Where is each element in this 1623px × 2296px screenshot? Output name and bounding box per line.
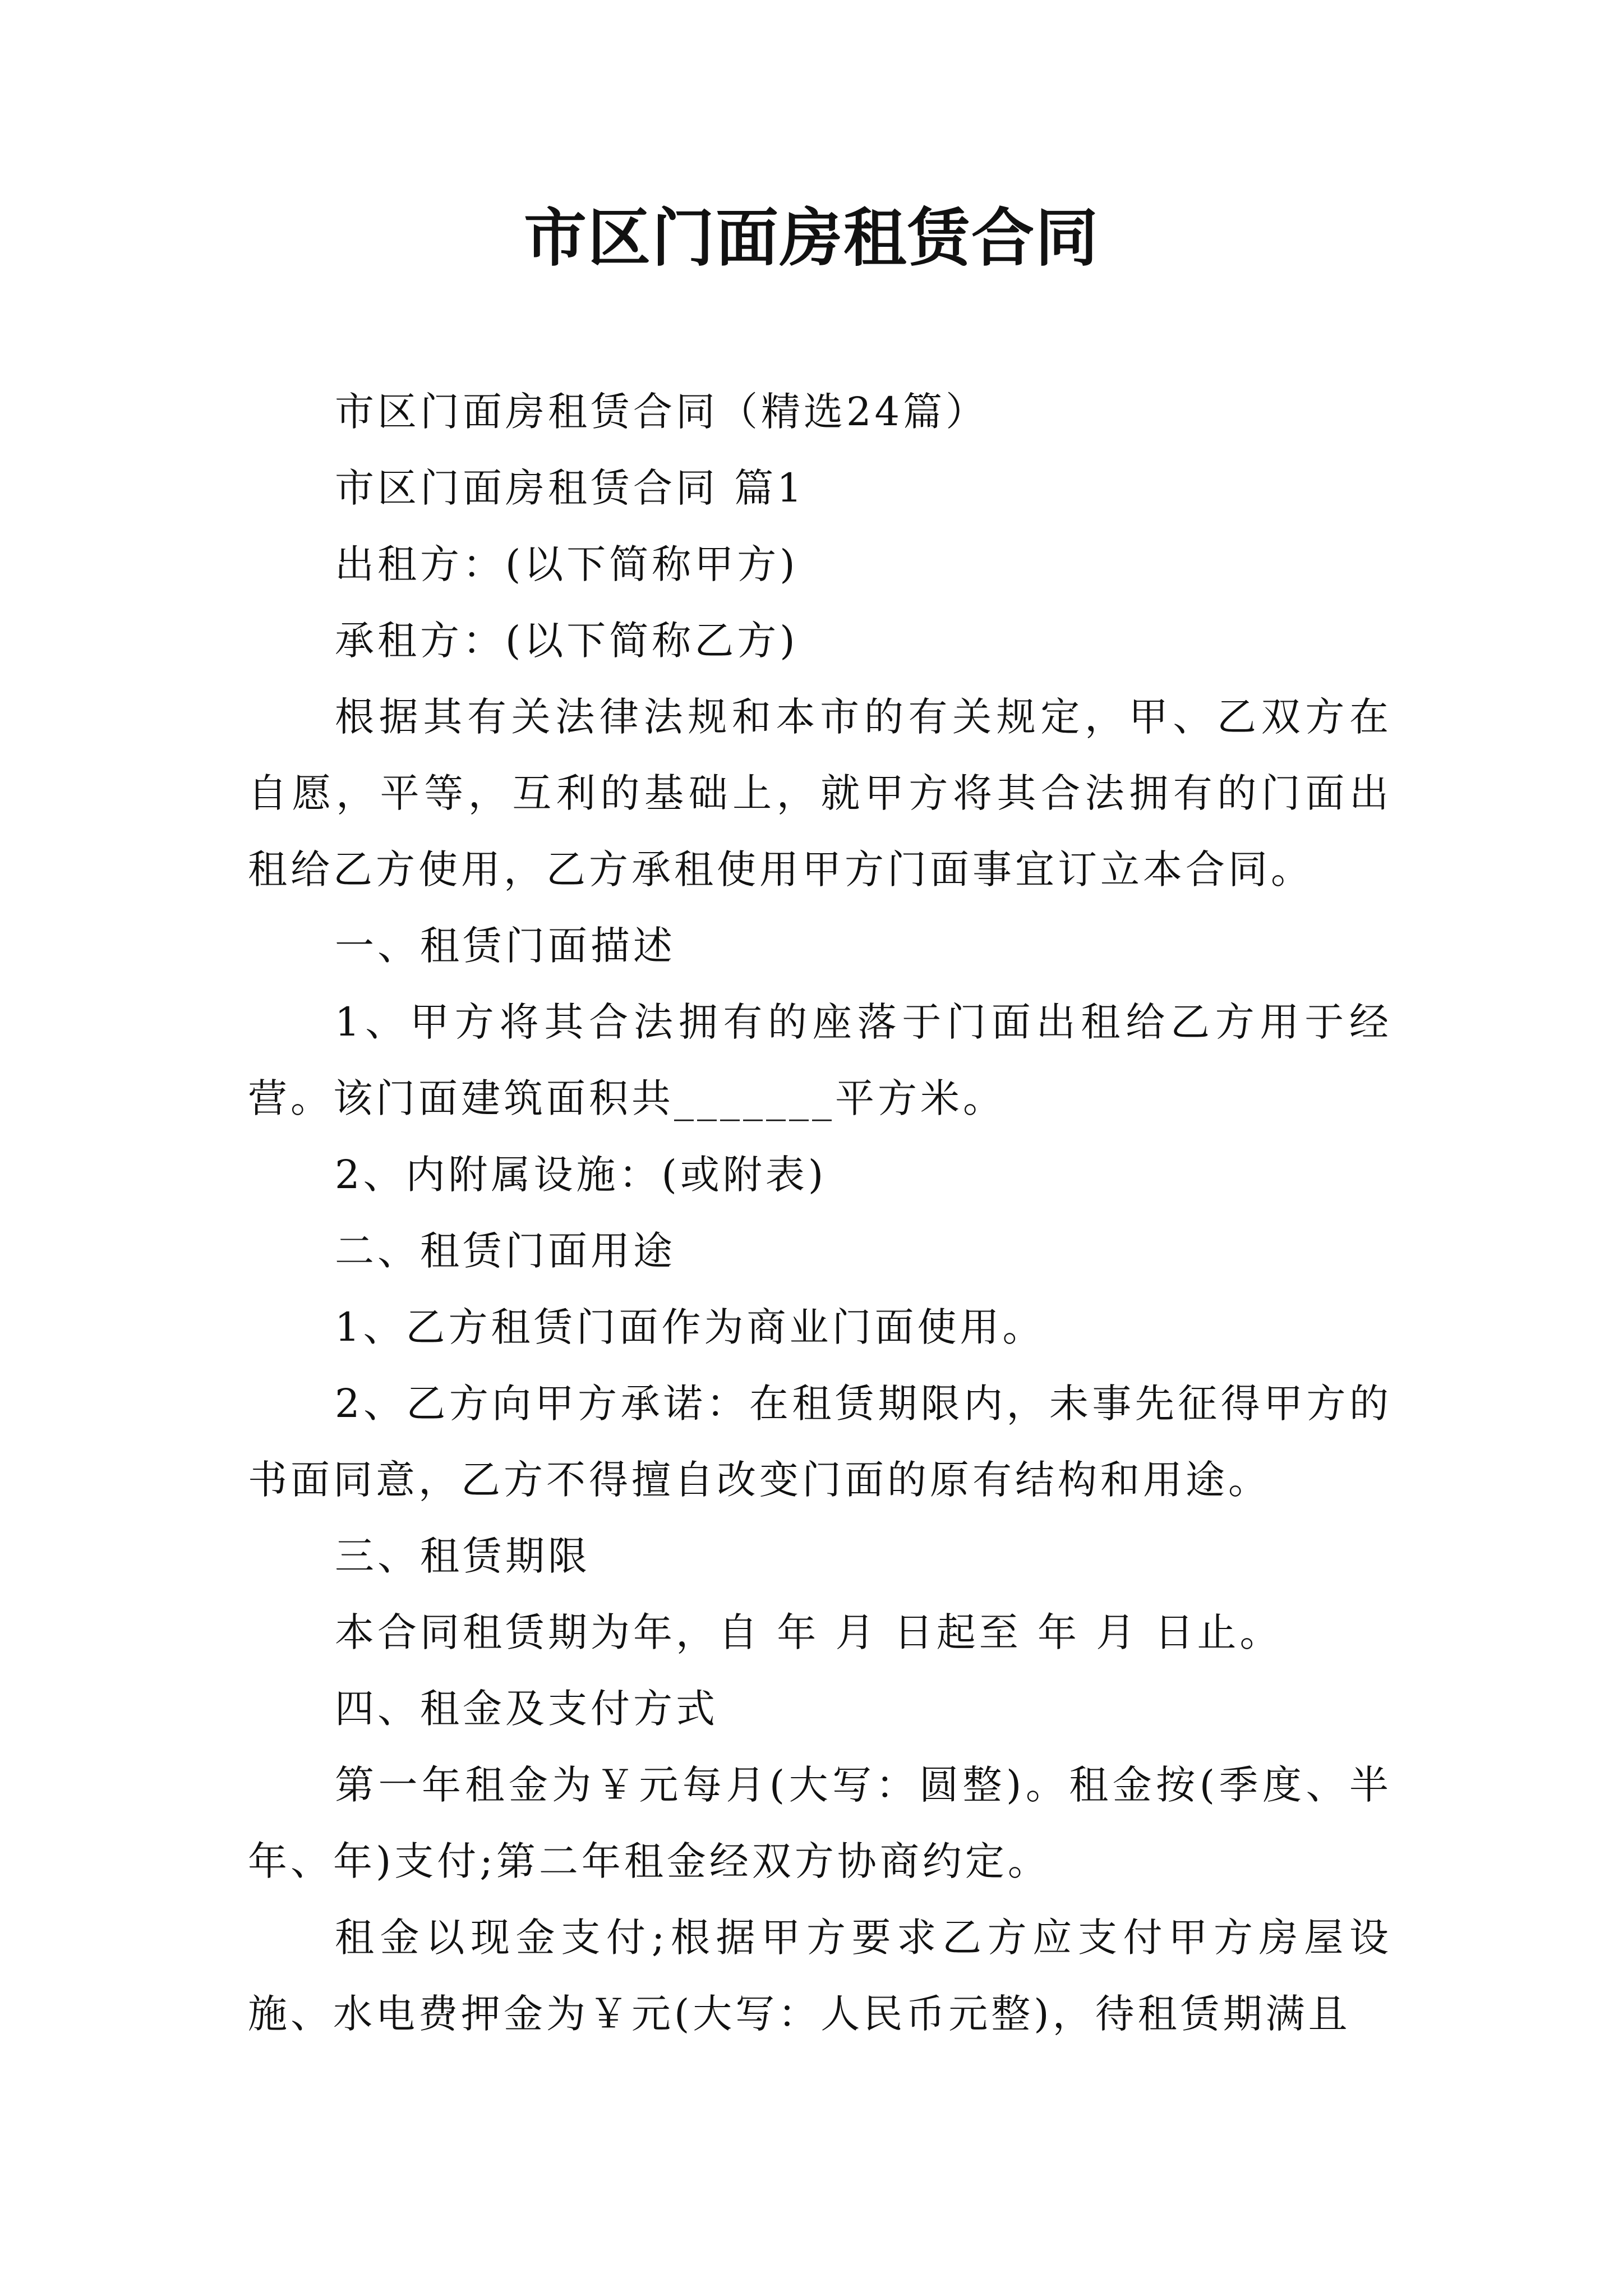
paragraph-subtitle: 市区门面房租赁合同（精选24篇）: [335, 389, 989, 435]
paragraph-preamble: 根据其有关法律法规和本市的有关规定，甲、乙双方在自愿，平等，互利的基础上，就甲方将其合法拥有的门面出租给乙方使用，乙方承租使用甲方门面事宜订立本合同。: [248, 694, 1392, 892]
paragraph-clause-item: 2、内附属设施：(或附表): [335, 1152, 827, 1198]
document-title: 市区门面房租赁合同: [524, 201, 1099, 275]
paragraph-lessee: 承租方：(以下简称乙方): [335, 618, 799, 664]
paragraph-clause-item: 2、乙方向甲方承诺：在租赁期限内，未事先征得甲方的书面同意，乙方不得擅自改变门面的原有结构和用途。: [248, 1381, 1392, 1503]
document-body: [248, 374, 1392, 2052]
paragraph-clause-item: 1、甲方将其合法拥有的座落于门面出租给乙方用于经营。该门面建筑面积共_______平方米。: [248, 999, 1392, 1121]
paragraph-clause-item: 第一年租金为￥元每月(大写：圆整)。租金按(季度、半年、年)支付;第二年租金经双方协商约定。: [248, 1762, 1392, 1884]
paragraph-clause-heading: 四、租金及支付方式: [335, 1686, 718, 1732]
paragraph-lessor: 出租方：(以下简称甲方): [335, 541, 799, 587]
paragraph-clause-heading: 一、租赁门面描述: [335, 923, 676, 969]
paragraph-clause-heading: 三、租赁期限: [335, 1533, 591, 1579]
paragraph-clause-item: 本合同租赁期为年，自 年 月 日起至 年 月 日止。: [335, 1609, 1283, 1655]
paragraph-section-heading: 市区门面房租赁合同 篇1: [335, 465, 805, 511]
paragraph-clause-item: 租金以现金支付;根据甲方要求乙方应支付甲方房屋设施、水电费押金为￥元(大写：人民币元整)，待租赁期满且: [248, 1915, 1392, 2037]
paragraph-clause-item: 1、乙方租赁门面作为商业门面使用。: [335, 1304, 1045, 1350]
paragraph-clause-heading: 二、租赁门面用途: [335, 1228, 676, 1274]
